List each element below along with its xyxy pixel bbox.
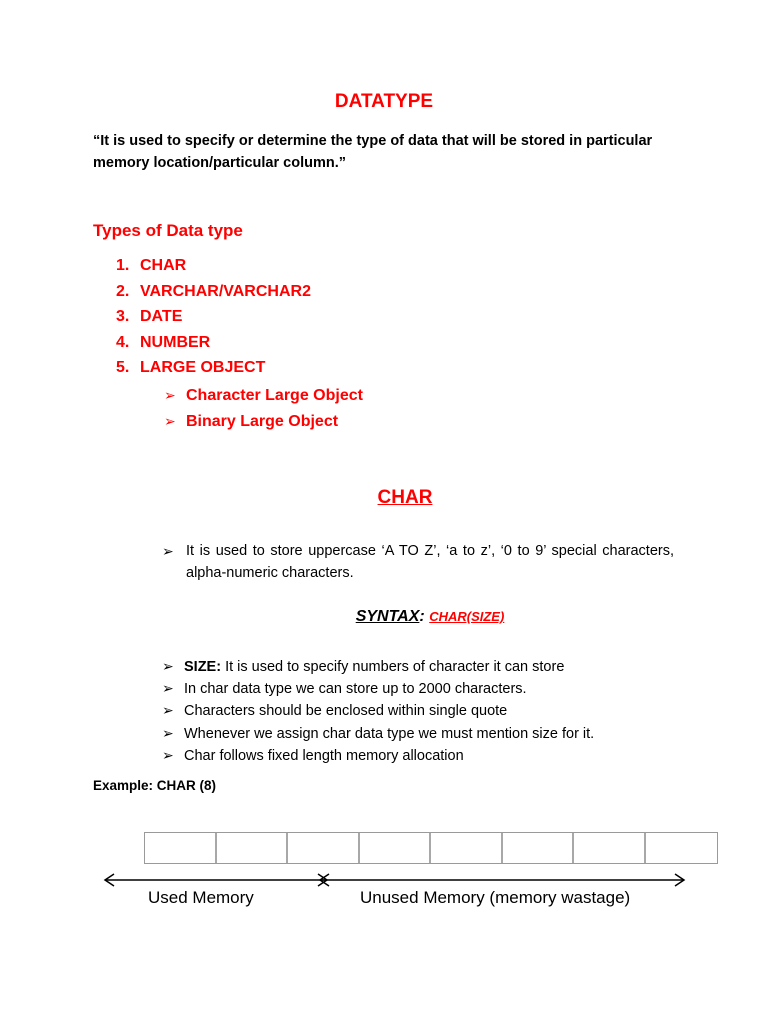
types-list	[116, 255, 311, 383]
memory-cell	[431, 833, 503, 863]
used-memory-label: Used Memory	[148, 888, 254, 907]
list-item	[162, 699, 594, 721]
memory-cell	[360, 833, 432, 863]
arrow-bullet-icon: ➢	[164, 387, 176, 403]
list-item-label: DATE	[140, 308, 183, 326]
list-item	[116, 306, 311, 332]
char-facts-list	[162, 655, 594, 766]
fact-term: SIZE:	[184, 659, 222, 675]
definition-text: “It is used to specify or determine the type of data that will be stored in particular memory location/particular column.”	[93, 133, 653, 171]
page-title: DATATYPE	[334, 91, 434, 112]
memory-cell	[145, 833, 217, 863]
fact-text: Whenever we assign char data type we must mention size for it.	[184, 725, 595, 742]
list-item-label: CHAR	[140, 257, 187, 274]
arrow-bullet-icon: ➢	[164, 413, 176, 429]
char-description-text: It is used to store uppercase ‘A TO Z’, ‘a to z’, ‘0 to 9’ special characters, alpha-numeric characters.	[186, 543, 674, 581]
list-item	[164, 410, 363, 436]
memory-cell	[503, 833, 575, 863]
list-item	[162, 677, 594, 699]
arrow-bullet-icon: ➢	[162, 680, 174, 697]
list-item	[116, 332, 311, 358]
list-number: 1.	[116, 257, 130, 274]
list-item	[164, 384, 363, 410]
list-item-label: Binary Large Object	[186, 413, 339, 430]
list-number: 3.	[116, 308, 130, 326]
list-item	[116, 281, 311, 307]
arrow-bullet-icon: ➢	[162, 658, 174, 674]
memory-cell	[574, 833, 646, 863]
list-item-label: VARCHAR/VARCHAR2	[140, 282, 311, 300]
fact-text: Characters should be enclosed within single quote	[184, 703, 508, 720]
arrow-bullet-icon: ➢	[162, 724, 174, 741]
list-item-label: NUMBER	[140, 333, 211, 351]
used-memory-arrow-icon	[105, 874, 327, 886]
fact-text: In char data type we can store up to 2000 characters.	[184, 681, 527, 698]
list-item	[162, 655, 594, 677]
unused-memory-arrow-icon	[320, 874, 684, 886]
char-description	[162, 540, 674, 584]
fact-text: Char follows fixed length memory allocation	[184, 747, 464, 764]
syntax-label: SYNTAX	[355, 608, 420, 625]
list-item-label: LARGE OBJECT	[140, 359, 266, 377]
types-heading: Types of Data type	[93, 221, 243, 240]
arrow-bullet-icon: ➢	[162, 746, 174, 763]
list-item	[162, 722, 594, 744]
memory-cell	[288, 833, 360, 863]
fact-text: It is used to specify numbers of character it can store	[221, 659, 565, 675]
list-number: 5.	[116, 359, 130, 377]
unused-memory-label: Unused Memory (memory wastage)	[360, 888, 631, 907]
list-number: 4.	[116, 333, 130, 351]
syntax-separator: :	[419, 608, 430, 625]
memory-cell	[646, 833, 718, 863]
arrow-bullet-icon: ➢	[162, 702, 174, 719]
list-item	[162, 744, 594, 766]
example-label: Example: CHAR (8)	[93, 778, 217, 793]
list-item	[116, 255, 311, 281]
memory-cells-diagram	[144, 832, 718, 864]
arrow-bullet-icon: ➢	[162, 543, 174, 559]
memory-cell	[217, 833, 289, 863]
large-object-subtypes	[164, 384, 363, 436]
list-item-label: Character Large Object	[186, 387, 363, 404]
syntax-value: CHAR(SIZE)	[429, 609, 505, 624]
syntax-line	[0, 608, 768, 626]
char-heading: CHAR	[377, 487, 433, 508]
list-item	[116, 357, 311, 383]
list-number: 2.	[116, 282, 130, 300]
